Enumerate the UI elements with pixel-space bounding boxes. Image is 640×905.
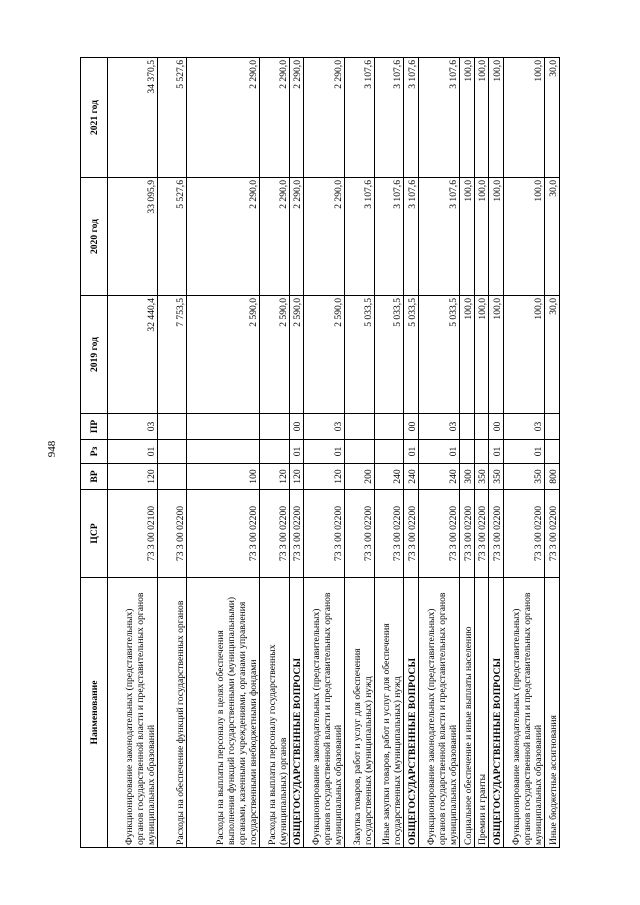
row-pr xyxy=(187,414,260,440)
row-rz xyxy=(157,440,187,464)
row-pr: 00 xyxy=(404,414,419,440)
row-vr: 200 xyxy=(345,464,375,490)
row-2020: 3 107,6 xyxy=(345,178,375,296)
row-csr: 73 3 00 02200 xyxy=(545,490,560,578)
header-pr: ПР xyxy=(81,414,108,440)
row-rz: 01 xyxy=(489,440,504,464)
row-2019: 7 753,5 xyxy=(157,296,187,414)
row-csr: 73 3 00 02200 xyxy=(345,490,375,578)
row-pr xyxy=(345,414,375,440)
row-2019: 100,0 xyxy=(489,296,504,414)
row-vr: 120 xyxy=(304,464,345,490)
table-row xyxy=(345,58,375,848)
row-pr: 03 xyxy=(108,414,158,440)
row-2021: 100,0 xyxy=(489,58,504,178)
row-vr: 350 xyxy=(474,464,489,490)
row-csr: 73 3 00 02200 xyxy=(157,490,187,578)
row-rz xyxy=(345,440,375,464)
row-2020: 2 290,0 xyxy=(304,178,345,296)
table-row xyxy=(304,58,345,848)
row-2019: 5 033,5 xyxy=(345,296,375,414)
row-vr: 120 xyxy=(108,464,158,490)
row-2020: 3 107,6 xyxy=(374,178,404,296)
row-name: Премии и гранты xyxy=(474,578,489,848)
row-2021: 3 107,6 xyxy=(404,58,419,178)
row-2020: 100,0 xyxy=(474,178,489,296)
row-csr: 73 3 00 02200 xyxy=(419,490,460,578)
row-vr: 300 xyxy=(459,464,474,490)
row-pr: 03 xyxy=(304,414,345,440)
row-2020: 2 290,0 xyxy=(260,178,290,296)
row-2021: 100,0 xyxy=(504,58,545,178)
row-csr: 73 3 00 02200 xyxy=(459,490,474,578)
budget-table xyxy=(80,57,560,848)
row-rz: 01 xyxy=(419,440,460,464)
table-row xyxy=(489,58,504,848)
row-name: Функционирование законодательных (представительных) органов государственной власти и представительных органов муниципальных образований xyxy=(419,578,460,848)
row-2020: 5 527,6 xyxy=(157,178,187,296)
row-name: ОБЩЕГОСУДАРСТВЕННЫЕ ВОПРОСЫ xyxy=(404,578,419,848)
row-pr: 03 xyxy=(504,414,545,440)
row-2021: 100,0 xyxy=(474,58,489,178)
row-pr: 03 xyxy=(419,414,460,440)
row-pr xyxy=(374,414,404,440)
row-2019: 100,0 xyxy=(474,296,489,414)
row-vr: 350 xyxy=(504,464,545,490)
row-pr xyxy=(157,414,187,440)
row-name: Функционирование законодательных (представительных) органов государственной власти и представительных органов муниципальных образований xyxy=(304,578,345,848)
row-2021: 3 107,6 xyxy=(345,58,375,178)
row-vr: 120 xyxy=(289,464,304,490)
row-vr: 240 xyxy=(419,464,460,490)
row-rz: 01 xyxy=(289,440,304,464)
header-2020: 2020 год xyxy=(81,178,108,296)
table-row xyxy=(289,58,304,848)
row-2020: 33 095,9 xyxy=(108,178,158,296)
row-2019: 5 033,5 xyxy=(404,296,419,414)
header-rz: Рз xyxy=(81,440,108,464)
row-rz xyxy=(545,440,560,464)
row-rz xyxy=(374,440,404,464)
row-2019: 2 590,0 xyxy=(289,296,304,414)
row-pr: 00 xyxy=(289,414,304,440)
table-row xyxy=(419,58,460,848)
row-name: Расходы на выплаты персоналу государственных (муниципальных) органов xyxy=(260,578,290,848)
row-rz xyxy=(459,440,474,464)
header-2021: 2021 год xyxy=(81,58,108,178)
row-vr: 800 xyxy=(545,464,560,490)
table-row xyxy=(404,58,419,848)
row-csr: 73 3 00 02200 xyxy=(489,490,504,578)
row-name: Социальное обеспечение и иные выплаты населению xyxy=(459,578,474,848)
row-2021: 34 370,5 xyxy=(108,58,158,178)
row-rz: 01 xyxy=(504,440,545,464)
row-vr xyxy=(157,464,187,490)
row-pr: 00 xyxy=(489,414,504,440)
row-2020: 2 290,0 xyxy=(187,178,260,296)
row-2021: 100,0 xyxy=(459,58,474,178)
row-name: ОБЩЕГОСУДАРСТВЕННЫЕ ВОПРОСЫ xyxy=(489,578,504,848)
row-2020: 3 107,6 xyxy=(419,178,460,296)
row-rz xyxy=(260,440,290,464)
row-2019: 2 590,0 xyxy=(260,296,290,414)
row-name: Функционирование законодательных (представительных) органов государственной власти и представительных органов муниципальных образований xyxy=(108,578,158,848)
table-row xyxy=(504,58,545,848)
row-2021: 3 107,6 xyxy=(419,58,460,178)
row-name: ОБЩЕГОСУДАРСТВЕННЫЕ ВОПРОСЫ xyxy=(289,578,304,848)
header-row xyxy=(81,58,108,848)
row-csr: 73 3 00 02200 xyxy=(404,490,419,578)
row-2020: 30,0 xyxy=(545,178,560,296)
row-2021: 5 527,6 xyxy=(157,58,187,178)
row-csr: 73 3 00 02200 xyxy=(289,490,304,578)
row-pr xyxy=(545,414,560,440)
row-name: Закупка товаров, работ и услуг для обеспечения государственных (муниципальных) нужд xyxy=(345,578,375,848)
row-2020: 100,0 xyxy=(459,178,474,296)
row-pr xyxy=(474,414,489,440)
table-row xyxy=(374,58,404,848)
row-csr: 73 3 00 02200 xyxy=(187,490,260,578)
row-csr: 73 3 00 02200 xyxy=(304,490,345,578)
row-2020: 100,0 xyxy=(504,178,545,296)
row-rz xyxy=(474,440,489,464)
row-2019: 2 590,0 xyxy=(187,296,260,414)
row-2019: 5 033,5 xyxy=(419,296,460,414)
table-row xyxy=(545,58,560,848)
table-row xyxy=(157,58,187,848)
row-2020: 2 290,0 xyxy=(289,178,304,296)
row-rz: 01 xyxy=(304,440,345,464)
row-csr: 73 3 00 02200 xyxy=(374,490,404,578)
row-csr: 73 3 00 02100 xyxy=(108,490,158,578)
row-vr: 350 xyxy=(489,464,504,490)
table-row xyxy=(459,58,474,848)
row-name: Иные закупки товаров, работ и услуг для обеспечения государственных (муниципальных) нужд xyxy=(374,578,404,848)
row-2019: 2 590,0 xyxy=(304,296,345,414)
row-2021: 30,0 xyxy=(545,58,560,178)
row-name: Иные бюджетные ассигнования xyxy=(545,578,560,848)
row-2019: 5 033,5 xyxy=(374,296,404,414)
row-vr: 240 xyxy=(374,464,404,490)
row-rz: 01 xyxy=(108,440,158,464)
page-number: 948 xyxy=(46,440,58,458)
row-2021: 2 290,0 xyxy=(289,58,304,178)
table-body xyxy=(108,58,560,848)
row-2020: 100,0 xyxy=(489,178,504,296)
header-vr: ВР xyxy=(81,464,108,490)
row-name: Расходы на обеспечение функций государственных органов xyxy=(157,578,187,848)
table-row xyxy=(260,58,290,848)
row-2021: 2 290,0 xyxy=(187,58,260,178)
row-vr: 100 xyxy=(187,464,260,490)
table-row xyxy=(474,58,489,848)
row-2021: 2 290,0 xyxy=(260,58,290,178)
header-2019: 2019 год xyxy=(81,296,108,414)
header-csr: ЦСР xyxy=(81,490,108,578)
table-row xyxy=(187,58,260,848)
row-rz xyxy=(187,440,260,464)
row-2019: 30,0 xyxy=(545,296,560,414)
row-rz: 01 xyxy=(404,440,419,464)
row-vr: 240 xyxy=(404,464,419,490)
row-csr: 73 3 00 02200 xyxy=(474,490,489,578)
table-row xyxy=(108,58,158,848)
row-2020: 3 107,6 xyxy=(404,178,419,296)
row-csr: 73 3 00 02200 xyxy=(504,490,545,578)
row-name: Расходы на выплаты персоналу в целях обеспечения выполнения функций государственными (муниципальными) органами, казенными учреждениями, органами управления государственными внебюджетными фондами xyxy=(187,578,260,848)
row-csr: 73 3 00 02200 xyxy=(260,490,290,578)
row-2021: 2 290,0 xyxy=(304,58,345,178)
row-2019: 100,0 xyxy=(504,296,545,414)
header-name: Наименование xyxy=(81,578,108,848)
row-name: Функционирование законодательных (представительных) органов государственной власти и представительных органов муниципальных образований xyxy=(504,578,545,848)
row-2019: 100,0 xyxy=(459,296,474,414)
row-2021: 3 107,6 xyxy=(374,58,404,178)
row-2019: 32 440,4 xyxy=(108,296,158,414)
row-vr: 120 xyxy=(260,464,290,490)
budget-table-container xyxy=(80,58,560,848)
row-pr xyxy=(260,414,290,440)
row-pr xyxy=(459,414,474,440)
